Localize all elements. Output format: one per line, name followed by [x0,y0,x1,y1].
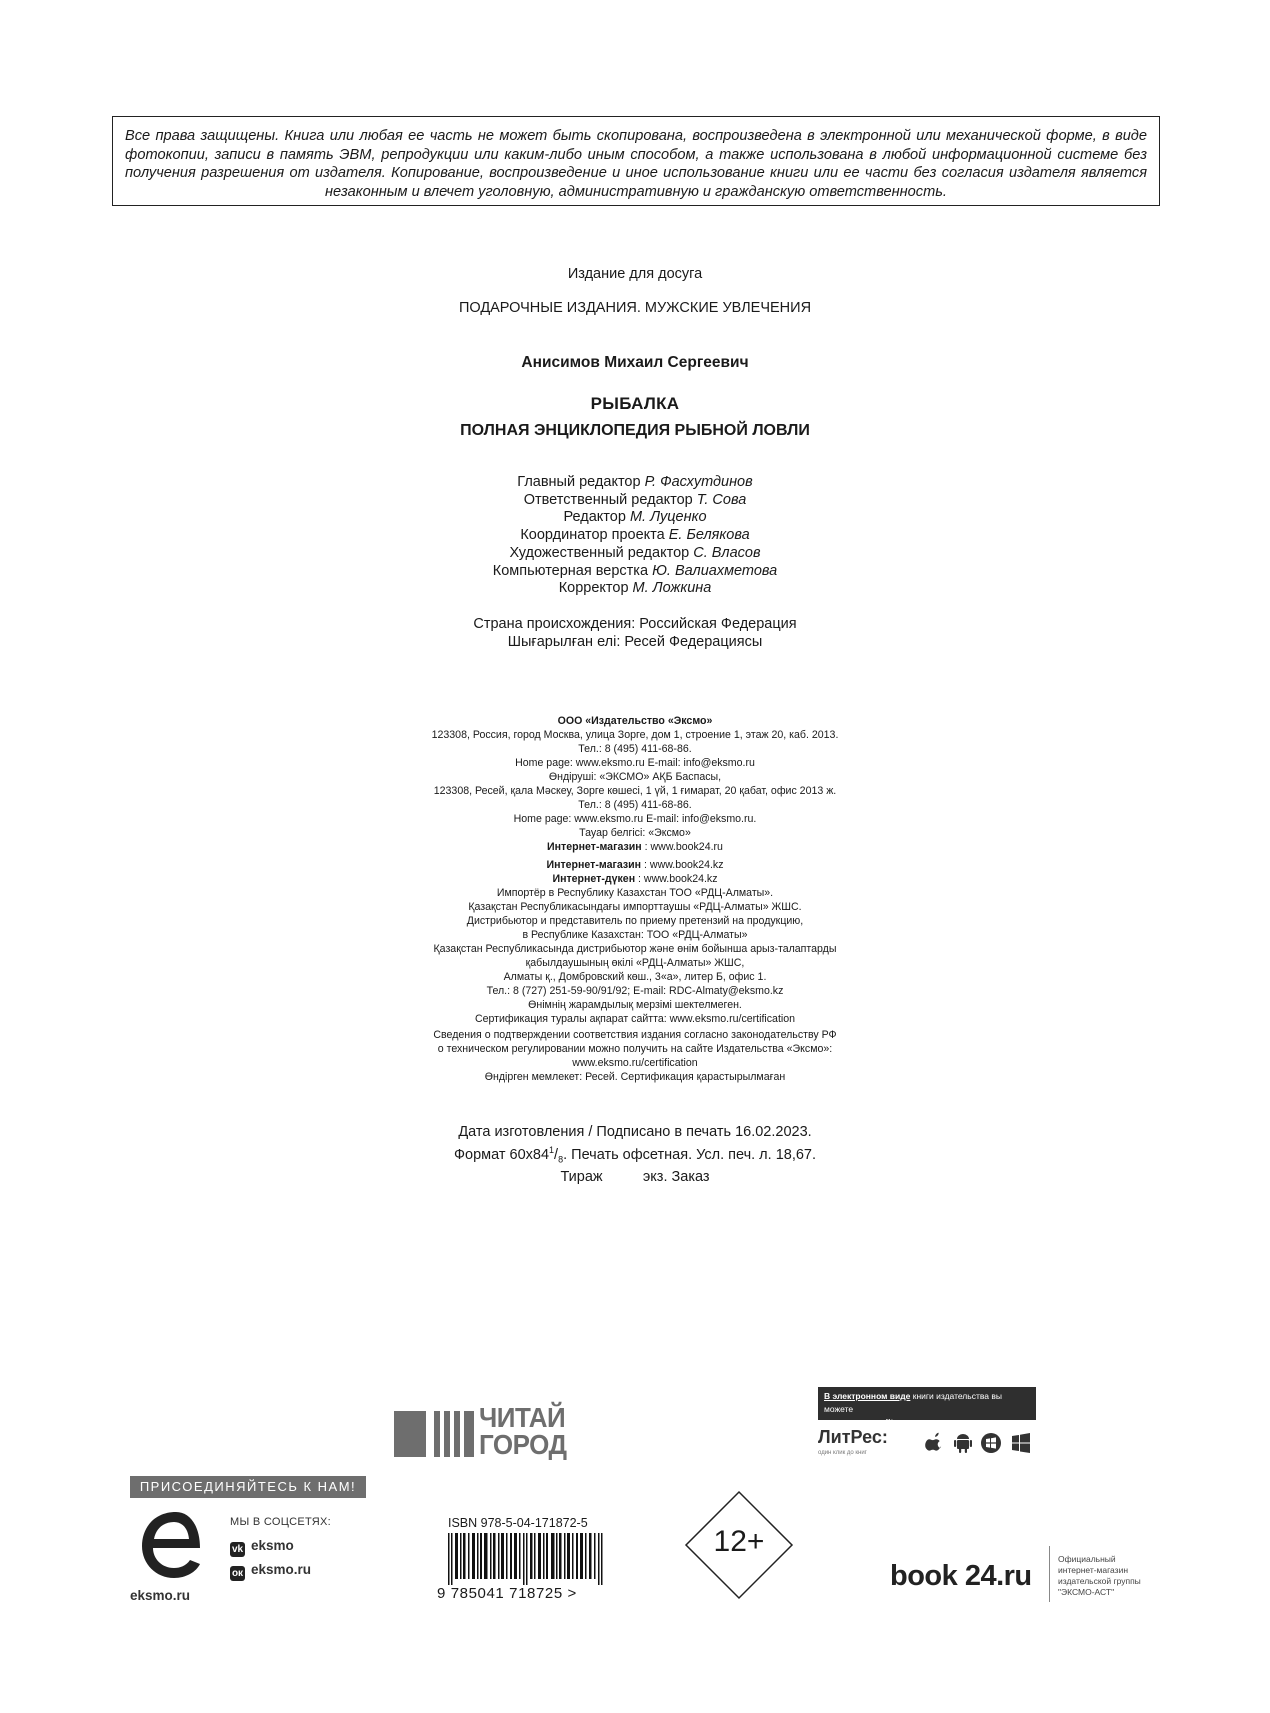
book24-logo: book 24.ru [890,1560,1032,1592]
credit-line: Корректор М. Ложкина [558,580,712,597]
credit-line: Художественный редактор С. Власов [509,544,761,561]
author-name: Анисимов Михаил Сергеевич [521,354,749,371]
eksmo-website[interactable]: eksmo.ru [130,1588,191,1603]
barcode-image [448,1533,608,1585]
age-rating: 12+ [713,1525,765,1558]
credit-line: Главный редактор Р. Фасхутдинов [517,474,753,490]
barcode-number: 9 785041 718725 > [437,1585,577,1602]
print-info: Дата изготовления / Подписано в печать 16.02.2023. Формат $60x84^1/_8$. Печать офсетная. Усл. печ. л. 18,67. Тираж экз. Заказ [453,1124,817,1185]
book-subtitle: ПОЛНАЯ ЭНЦИКЛОПЕДИЯ РЫБНОЙ ЛОВЛИ [460,422,810,439]
chitai-gorod-logo-text: ЧИТАЙ ГОРОД [479,1401,567,1461]
chitai-gorod-logo-bar [434,1411,440,1457]
credits-list [0,474,1270,598]
vk-link[interactable]: vk eksmo [231,1538,294,1555]
isbn-label: ISBN 978-5-04-171872-5 [448,1516,588,1530]
chitai-gorod-logo-square [394,1411,426,1457]
odnoklassniki-icon: ок [231,1568,244,1579]
vk-icon: vk [231,1544,244,1555]
chitai-gorod-logo-bar [464,1411,474,1457]
windows-phone-icon [980,1432,1002,1454]
book24-divider [1049,1546,1050,1602]
credit-line: Координатор проекта Е. Белякова [520,527,750,544]
credit-line: Компьютерная верстка Ю. Валиахметова [492,562,778,579]
litres-logo: ЛитРес: [818,1427,888,1447]
apple-icon [924,1432,946,1454]
publisher-name: ООО «Издательство «Эксмо» [557,715,713,727]
certification-info: Сведения о подтверждении соответствия издания согласно законодательству РФ о техническом регулировании можно получить на сайте Издательства «Эксмо»: www.eksmo.ru/certification Өндірген мемлекет: Ресей. Сертификация қарастырылмаған [433,1029,837,1083]
series-label: ПОДАРОЧНЫЕ ИЗДАНИЯ. МУЖСКИЕ УВЛЕЧЕНИЯ [458,300,812,316]
android-icon [952,1432,974,1454]
social-heading: МЫ В СОЦСЕТЯХ: [230,1516,332,1528]
copyright-notice: Все права защищены. Книга или любая ее часть не может быть скопирована, воспроизведена в электронной или механической форме, в виде фотокопии, записи в память ЭВМ, репродукции или каким-либо иным способом, а также использована в любой информационной системе без получения разрешения от издателя. Копирование, воспроизведение и иное использование книги или ее части без согласия издателя является незаконным и влечет уголовную, административную и гражданскую ответственность. [112,116,1160,206]
book-title: РЫБАЛКА [590,394,680,413]
genre-label: Издание для досуга [567,266,703,282]
join-us-banner: ПРИСОЕДИНЯЙТЕСЬ К НАМ! [130,1476,366,1498]
ok-link[interactable]: ок eksmo.ru [231,1562,312,1579]
chitai-gorod-logo-bar [454,1411,460,1457]
kazakhstan-info: Интернет-магазин : www.book24.kz Интернет-дүкен : www.book24.kz Импортёр в Республику Казахстан ТОО «РДЦ-Алматы». Қазақстан Республикасындағы импорттаушы «РДЦ-Алматы» ЖШС. Дистрибьютор и представитель по приему претензий на продукцию, в Республике Казахстан: ТОО «РДЦ-Алматы» Қазақстан Республикасында дистрибьютор және өнім бойынша арыз-талаптарды қабылдаушының өкілі «РДЦ-Алматы» ЖШС, Алматы қ., Домбровский көш., 3«а», литер Б, офис 1. Тел.: 8 (727) 251-59-90/91/92; E-mail: RDC-Almaty@eksmo.kz Өнімнің жарамдылық мерзімі шектелмеген. Сертификация туралы ақпарат сайтта: www.eksmo.ru/certification [433,859,837,1025]
credit-line: Ответственный редактор Т. Сова [523,491,747,508]
publisher-info: ООО «Издательство «Эксмо» 123308, Россия, город Москва, улица Зорге, дом 1, строение 1, этаж 20, каб. 2013. Тел.: 8 (495) 411-68-86. Home page: www.eksmo.ru E-mail: info@eksmo.ru Өндіруші: «ЭКСМО» АҚБ Баспасы, 123308, Ресей, қала Мәскеу, Зорге көшесі, 1 үй, 1 ғимарат, 20 қабат, офис 2013 ж. Тел.: 8 (495) 411-68-86. Home page: www.eksmo.ru E-mail: info@eksmo.ru. Тауар белгісі: «Эксмо» Интернет-магазин : www.book24.ru [0,714,1270,854]
origin-info: Страна происхождения: Российская Федерация Шығарылған елі: Ресей Федерациясы [473,616,797,650]
chitai-gorod-logo-bar [444,1411,450,1457]
litres-banner: В электронном виде книги издательства вы можете купить на www.litres.ru [818,1387,1036,1420]
eksmo-logo-icon [140,1510,202,1580]
credit-line: Редактор М. Луценко [563,509,707,526]
litres-tagline: один клик до книг [818,1450,867,1456]
book24-description: Официальный интернет-магазин издательской группы "ЭКСМО-АСТ" [1058,1554,1141,1597]
windows-icon [1010,1432,1032,1454]
